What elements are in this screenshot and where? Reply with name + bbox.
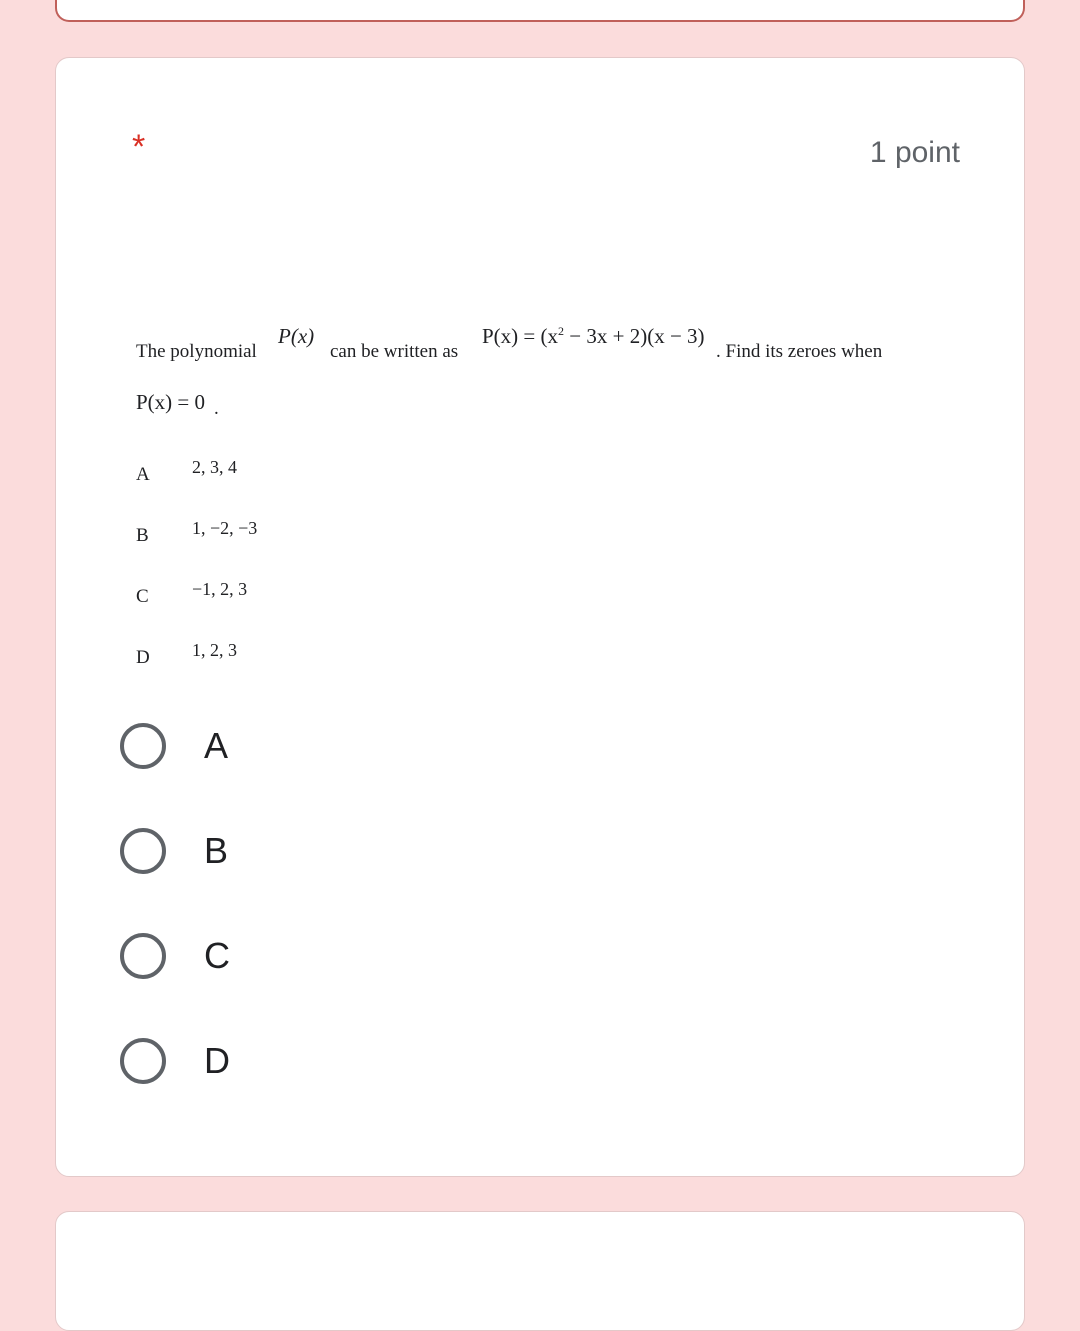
image-option-value: 2, 3, 4: [192, 457, 237, 477]
image-option-letter: D: [136, 647, 150, 668]
statement-math-1: P(x): [278, 324, 315, 348]
statement-text-4: .: [214, 398, 219, 419]
question-card: [55, 57, 1025, 1177]
image-option-letter: B: [136, 525, 149, 546]
statement-math-3: P(x) = 0: [136, 390, 206, 414]
required-asterisk: *: [132, 128, 146, 166]
statement-text-1: The polynomial: [136, 341, 257, 362]
previous-question-card: [55, 0, 1025, 22]
next-question-card: [55, 1211, 1025, 1331]
statement-text-2: can be written as: [330, 341, 459, 362]
image-option-letter: A: [136, 464, 150, 485]
choice-c[interactable]: [120, 929, 420, 989]
choice-b[interactable]: [120, 824, 420, 884]
image-option-value: 1, −2, −3: [192, 518, 258, 538]
image-option-value: −1, 2, 3: [192, 579, 248, 599]
radio-unchecked-icon[interactable]: [120, 1038, 166, 1084]
question-points: 1 point: [869, 136, 960, 169]
choice-label: C: [204, 935, 230, 976]
choice-d[interactable]: [120, 1034, 420, 1094]
radio-unchecked-icon[interactable]: [120, 723, 166, 769]
choice-label: D: [204, 1040, 230, 1081]
choice-label: A: [204, 725, 229, 766]
radio-unchecked-icon[interactable]: [120, 933, 166, 979]
statement-text-3: . Find its zeroes when: [716, 341, 883, 362]
statement-math-2: $P(x) = (x^2 - 3x + 2)(x - 3)$: [482, 324, 705, 348]
choice-a[interactable]: [120, 719, 420, 779]
radio-unchecked-icon[interactable]: [120, 828, 166, 874]
choice-label: B: [204, 830, 229, 871]
image-option-value: 1, 2, 3: [192, 640, 237, 660]
image-option-letter: C: [136, 586, 149, 607]
